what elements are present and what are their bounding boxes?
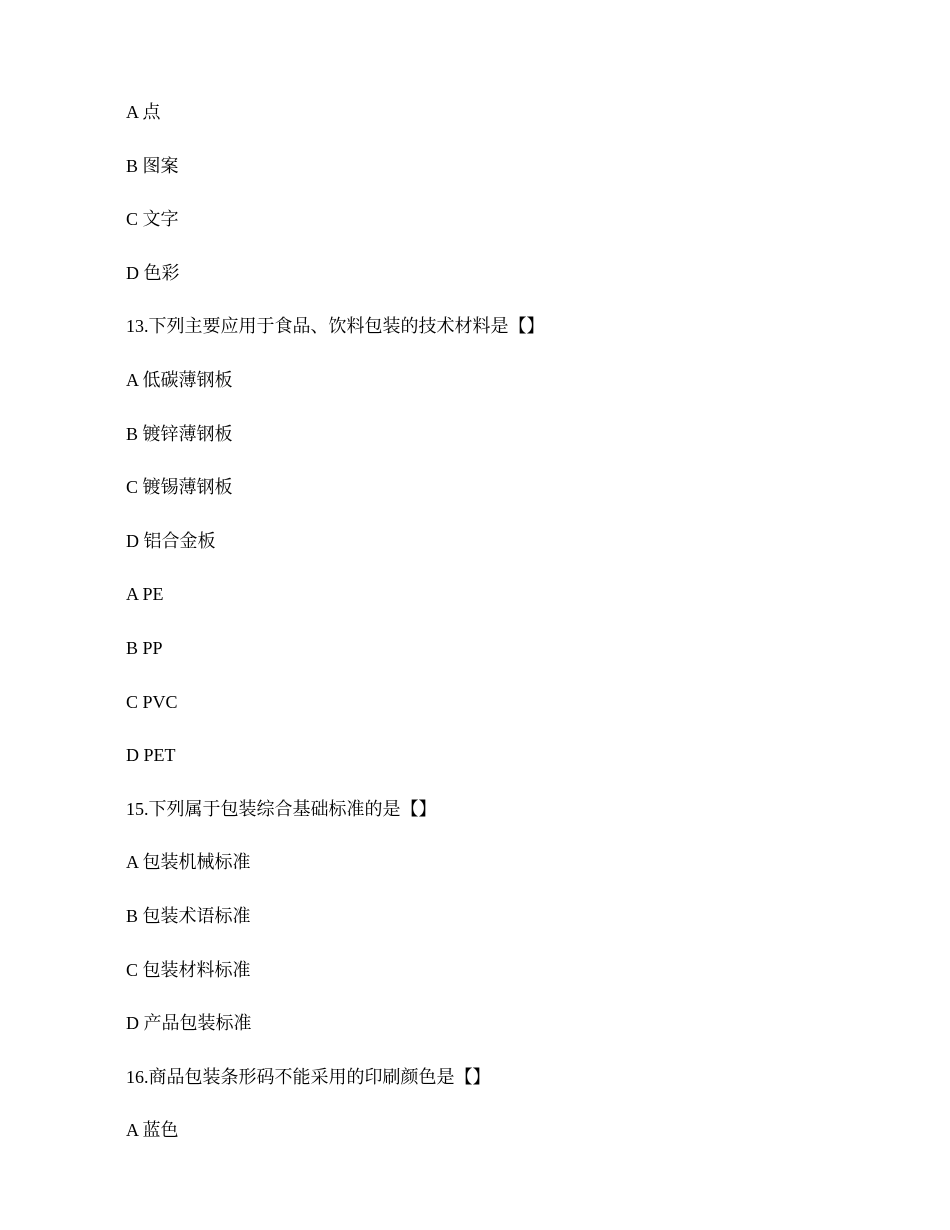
option-line: C PVC xyxy=(126,691,178,712)
document-body xyxy=(126,99,886,1171)
option-line: C 包装材料标准 xyxy=(126,959,251,980)
option-line: B 包装术语标准 xyxy=(126,905,251,926)
option-line: A 低碳薄钢板 xyxy=(126,369,233,390)
question-line: 16.商品包装条形码不能采用的印刷颜色是【】 xyxy=(126,1066,491,1087)
option-line: D PET xyxy=(126,745,176,766)
option-line: D 产品包装标准 xyxy=(126,1013,252,1034)
option-line: A 蓝色 xyxy=(126,1120,179,1141)
option-line: A 点 xyxy=(126,102,161,122)
option-line: C 文字 xyxy=(126,209,179,230)
option-line: A 包装机械标准 xyxy=(126,852,251,873)
option-line: D 铝合金板 xyxy=(126,530,216,551)
question-line: 13.下列主要应用于食品、饮料包装的技术材料是【】 xyxy=(126,316,545,337)
option-line: C 镀锡薄钢板 xyxy=(126,477,233,498)
option-line: B PP xyxy=(126,637,163,658)
option-line: B 镀锌薄钢板 xyxy=(126,423,233,444)
question-line: 15.下列属于包装综合基础标准的是【】 xyxy=(126,798,437,819)
option-line: B 图案 xyxy=(126,155,179,176)
option-line: A PE xyxy=(126,584,164,605)
option-line: D 色彩 xyxy=(126,262,180,283)
